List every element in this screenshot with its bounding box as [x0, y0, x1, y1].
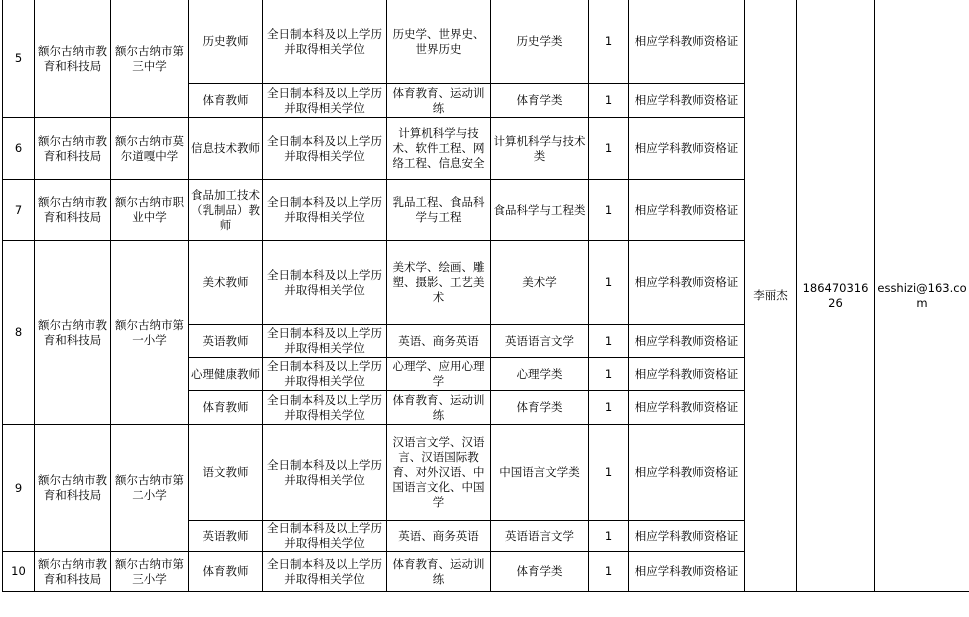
qualification-cell: 全日制本科及以上学历并取得相关学位 [263, 425, 387, 521]
headcount-cell: 1 [589, 425, 629, 521]
table-row [3, 0, 969, 84]
headcount-cell: 1 [589, 180, 629, 241]
certificate-cell: 相应学科教师资格证 [629, 241, 745, 325]
qualification-cell: 全日制本科及以上学历并取得相关学位 [263, 521, 387, 552]
department-cell: 额尔古纳市教育和科技局 [35, 180, 111, 241]
major-category-cell: 中国语言文学类 [491, 425, 589, 521]
major-cell: 计算机科学与技术、软件工程、网络工程、信息安全 [387, 118, 491, 180]
headcount-cell: 1 [589, 0, 629, 84]
headcount-cell: 1 [589, 552, 629, 592]
row-number: 9 [3, 425, 35, 552]
department-cell: 额尔古纳市教育和科技局 [35, 425, 111, 552]
position-title-cell: 英语教师 [189, 325, 263, 358]
certificate-cell: 相应学科教师资格证 [629, 552, 745, 592]
major-category-cell: 体育学类 [491, 391, 589, 425]
qualification-cell: 全日制本科及以上学历并取得相关学位 [263, 241, 387, 325]
contact-email-cell: esshizi@163.com [875, 0, 969, 592]
headcount-cell: 1 [589, 358, 629, 391]
department-cell: 额尔古纳市教育和科技局 [35, 118, 111, 180]
row-number: 8 [3, 241, 35, 425]
certificate-cell: 相应学科教师资格证 [629, 391, 745, 425]
qualification-cell: 全日制本科及以上学历并取得相关学位 [263, 0, 387, 84]
certificate-cell: 相应学科教师资格证 [629, 521, 745, 552]
school-cell: 额尔古纳市第三中学 [111, 0, 189, 118]
headcount-cell: 1 [589, 84, 629, 118]
major-category-cell: 计算机科学与技术类 [491, 118, 589, 180]
major-cell: 乳品工程、食品科学与工程 [387, 180, 491, 241]
major-category-cell: 英语语言文学 [491, 325, 589, 358]
department-cell: 额尔古纳市教育和科技局 [35, 241, 111, 425]
contact-person-cell: 李丽杰 [745, 0, 797, 592]
school-cell: 额尔古纳市第三小学 [111, 552, 189, 592]
position-title-cell: 食品加工技术（乳制品）教师 [189, 180, 263, 241]
major-category-cell: 体育学类 [491, 84, 589, 118]
qualification-cell: 全日制本科及以上学历并取得相关学位 [263, 325, 387, 358]
qualification-cell: 全日制本科及以上学历并取得相关学位 [263, 391, 387, 425]
major-cell: 美术学、绘画、雕塑、摄影、工艺美术 [387, 241, 491, 325]
position-title-cell: 体育教师 [189, 84, 263, 118]
headcount-cell: 1 [589, 391, 629, 425]
school-cell: 额尔古纳市第二小学 [111, 425, 189, 552]
certificate-cell: 相应学科教师资格证 [629, 425, 745, 521]
major-category-cell: 美术学 [491, 241, 589, 325]
row-number: 6 [3, 118, 35, 180]
school-cell: 额尔古纳市第一小学 [111, 241, 189, 425]
major-cell: 英语、商务英语 [387, 521, 491, 552]
major-cell: 历史学、世界史、世界历史 [387, 0, 491, 84]
headcount-cell: 1 [589, 521, 629, 552]
position-title-cell: 心理健康教师 [189, 358, 263, 391]
qualification-cell: 全日制本科及以上学历并取得相关学位 [263, 552, 387, 592]
major-category-cell: 历史学类 [491, 0, 589, 84]
major-category-cell: 英语语言文学 [491, 521, 589, 552]
row-number: 5 [3, 0, 35, 118]
contact-phone-cell: 18647031626 [797, 0, 875, 592]
qualification-cell: 全日制本科及以上学历并取得相关学位 [263, 358, 387, 391]
qualification-cell: 全日制本科及以上学历并取得相关学位 [263, 180, 387, 241]
position-title-cell: 历史教师 [189, 0, 263, 84]
major-category-cell: 心理学类 [491, 358, 589, 391]
row-number: 7 [3, 180, 35, 241]
position-title-cell: 体育教师 [189, 391, 263, 425]
headcount-cell: 1 [589, 241, 629, 325]
major-cell: 英语、商务英语 [387, 325, 491, 358]
position-title-cell: 英语教师 [189, 521, 263, 552]
major-category-cell: 食品科学与工程类 [491, 180, 589, 241]
major-category-cell: 体育学类 [491, 552, 589, 592]
qualification-cell: 全日制本科及以上学历并取得相关学位 [263, 84, 387, 118]
certificate-cell: 相应学科教师资格证 [629, 0, 745, 84]
row-number: 10 [3, 552, 35, 592]
major-cell: 汉语言文学、汉语言、汉语国际教育、对外汉语、中国语言文化、中国学 [387, 425, 491, 521]
major-cell: 体育教育、运动训练 [387, 84, 491, 118]
department-cell: 额尔古纳市教育和科技局 [35, 552, 111, 592]
major-cell: 心理学、应用心理学 [387, 358, 491, 391]
position-title-cell: 信息技术教师 [189, 118, 263, 180]
certificate-cell: 相应学科教师资格证 [629, 84, 745, 118]
position-title-cell: 语文教师 [189, 425, 263, 521]
recruitment-table [2, 0, 969, 592]
certificate-cell: 相应学科教师资格证 [629, 118, 745, 180]
headcount-cell: 1 [589, 118, 629, 180]
major-cell: 体育教育、运动训练 [387, 391, 491, 425]
major-cell: 体育教育、运动训练 [387, 552, 491, 592]
headcount-cell: 1 [589, 325, 629, 358]
certificate-cell: 相应学科教师资格证 [629, 358, 745, 391]
school-cell: 额尔古纳市莫尔道嘎中学 [111, 118, 189, 180]
position-title-cell: 美术教师 [189, 241, 263, 325]
position-title-cell: 体育教师 [189, 552, 263, 592]
qualification-cell: 全日制本科及以上学历并取得相关学位 [263, 118, 387, 180]
certificate-cell: 相应学科教师资格证 [629, 180, 745, 241]
department-cell: 额尔古纳市教育和科技局 [35, 0, 111, 118]
certificate-cell: 相应学科教师资格证 [629, 325, 745, 358]
school-cell: 额尔古纳市职业中学 [111, 180, 189, 241]
